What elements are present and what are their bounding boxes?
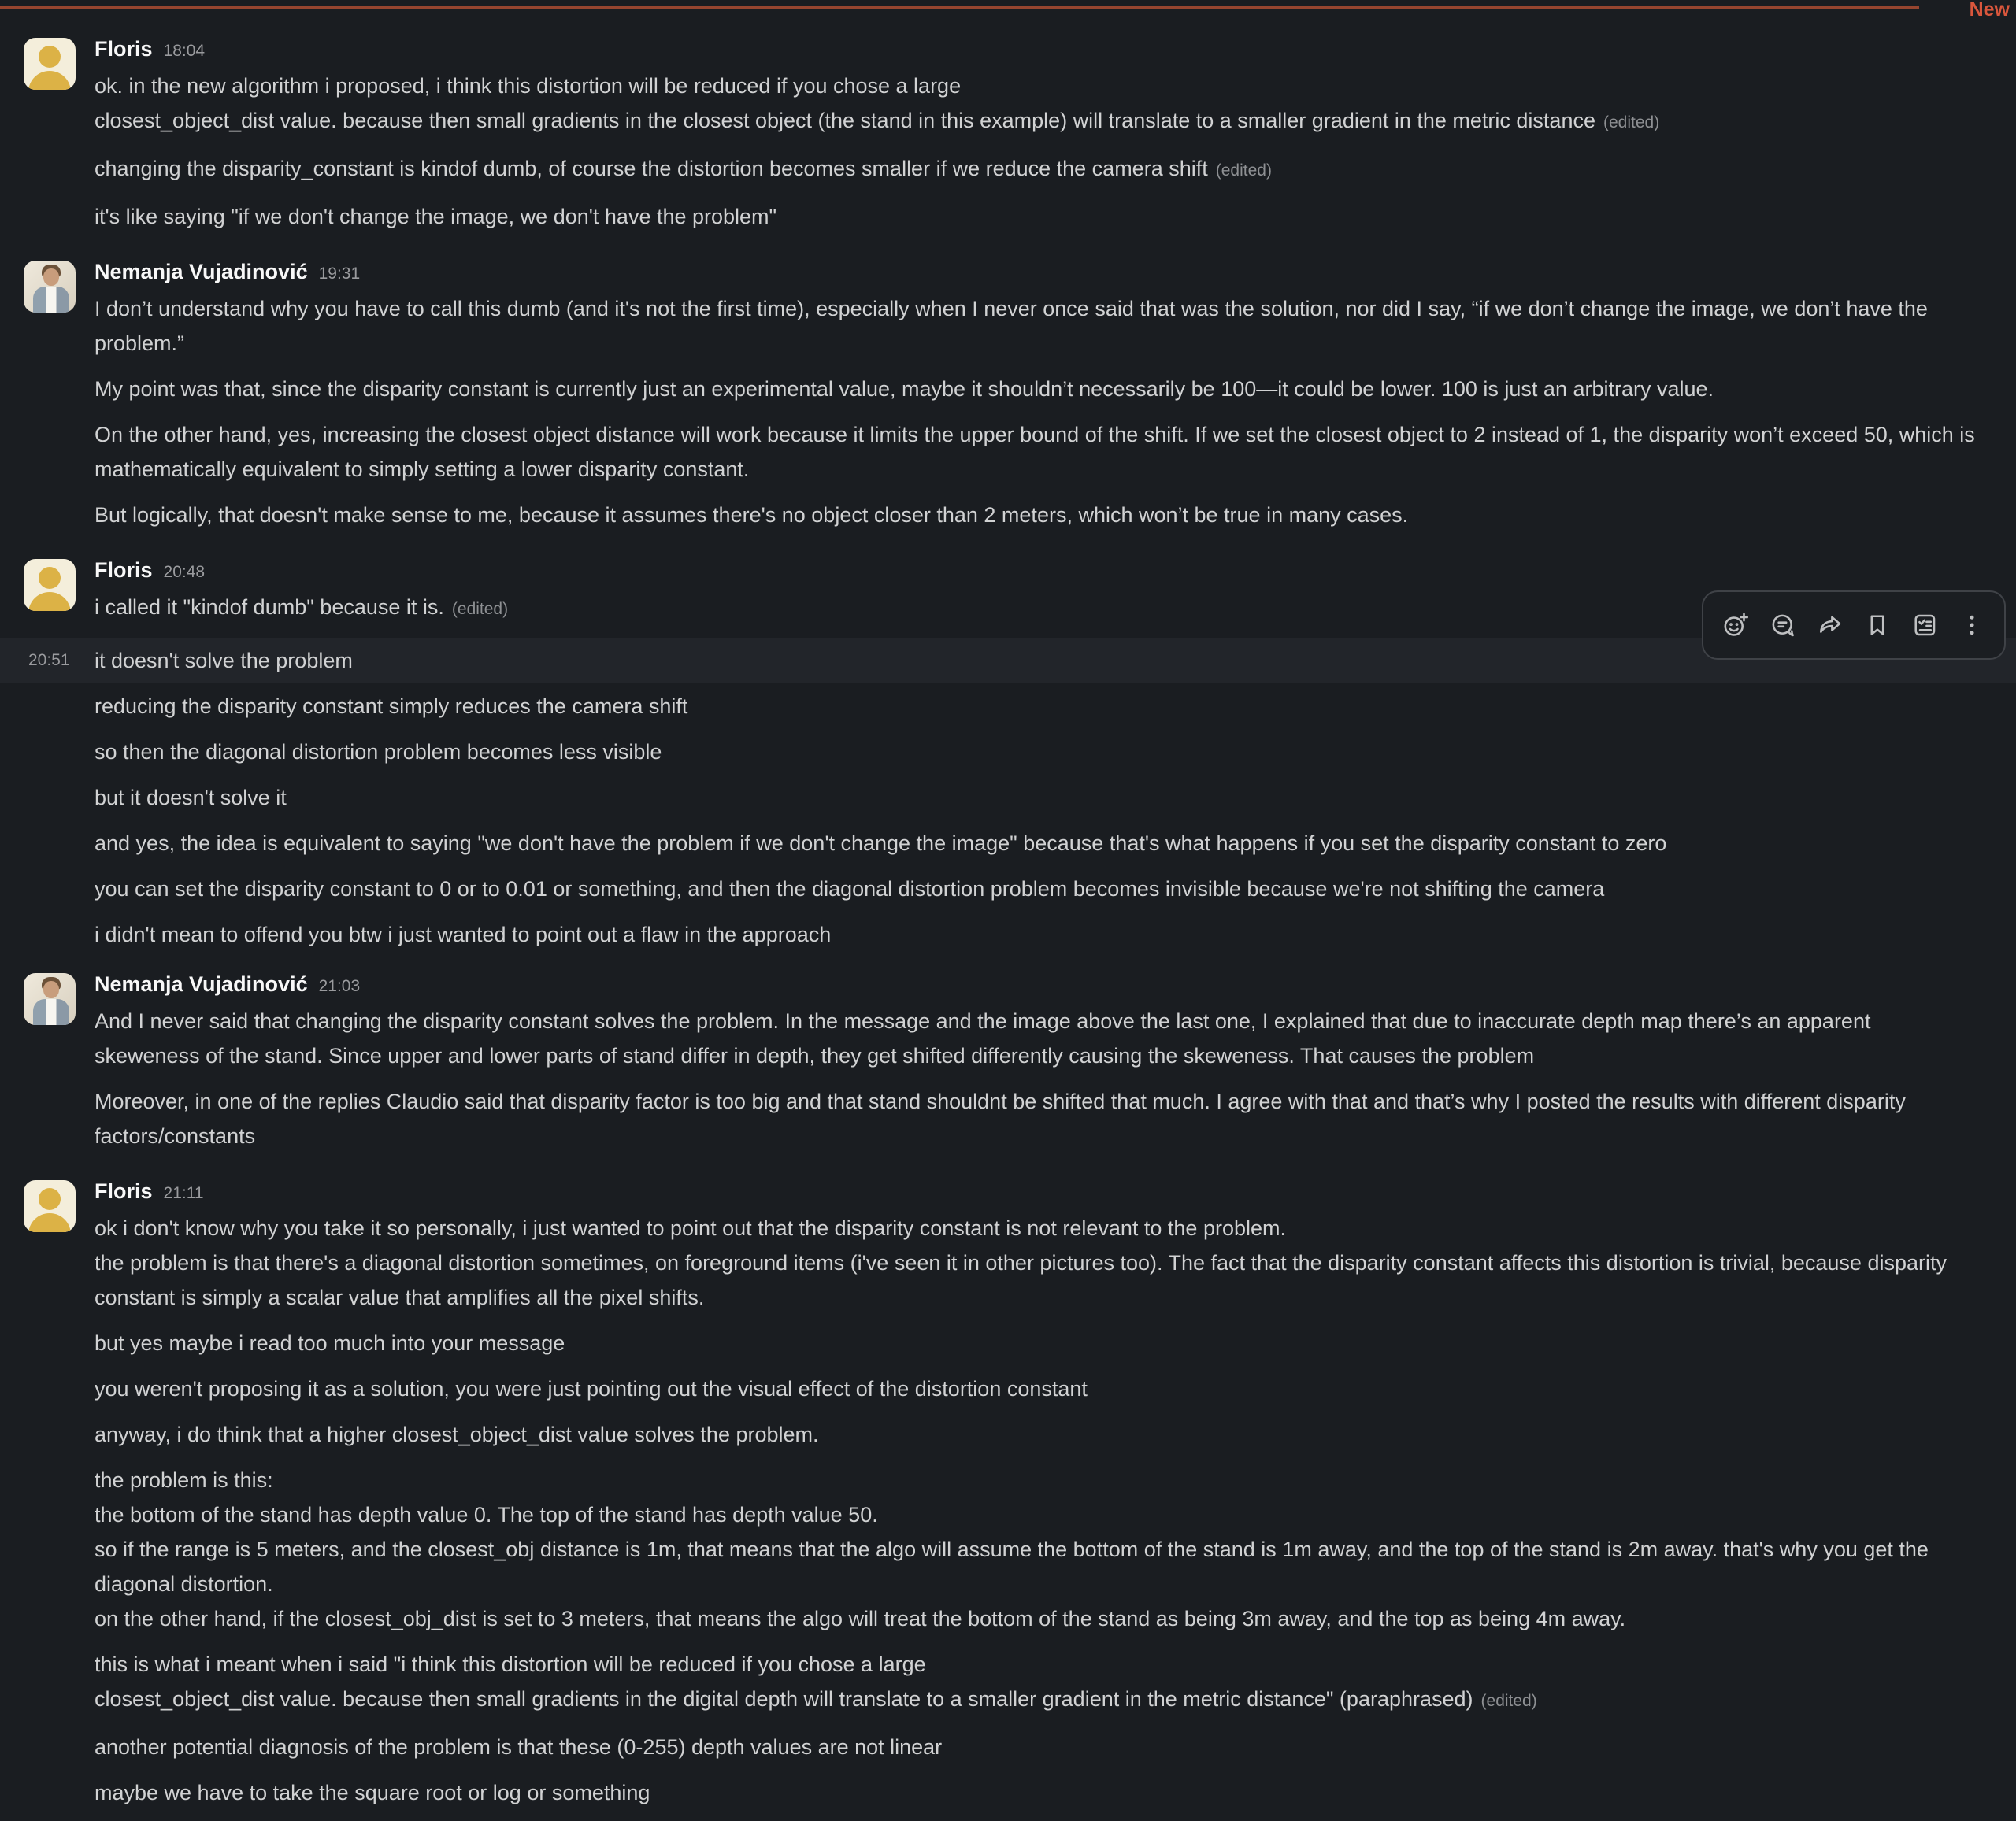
message-text: the problem is this: xyxy=(94,1468,273,1492)
message xyxy=(94,1417,1981,1452)
hover-timestamp[interactable] xyxy=(0,917,94,952)
message-text: And I never said that changing the disparity constant solves the problem. In the message and the image above the last one, I explained that due to inaccurate depth map there’s an apparent skeweness of the stand. Since upper and lower parts of stand differ in depth, they get shifted differently causing the skeweness. That causes the problem xyxy=(94,1009,1871,1068)
hover-timestamp[interactable] xyxy=(0,689,94,724)
message-text: this is what i meant when i said "i think this distortion will be reduced if you chose a large xyxy=(94,1653,926,1676)
avatar-body-shape xyxy=(33,287,69,313)
message-timestamp[interactable]: 21:03 xyxy=(318,977,361,995)
message-group-body xyxy=(94,257,2016,543)
hover-timestamp[interactable] xyxy=(0,735,94,769)
avatar-face-shape xyxy=(39,567,61,589)
message xyxy=(94,1004,1981,1073)
message-blocks xyxy=(94,735,2016,769)
message-text: Moreover, in one of the replies Claudio said that disparity factor is too big and that stand shouldnt be shifted that much. I agree with that and that’s why I posted the results with different disparity factors/constants xyxy=(94,1090,1906,1148)
message-blocks xyxy=(94,68,1981,234)
message-text: changing the disparity_constant is kindof dumb, of course the distortion becomes smaller if we reduce the camera shift (edited) xyxy=(94,157,1272,180)
message-text: closest_object_dist value. because then small gradients in the digital depth will translate to a smaller gradient in the metric distance" (paraphrased) (edited) xyxy=(94,1687,1537,1711)
message-text: My point was that, since the disparity constant is currently just an experimental value, maybe it shouldn’t necessarily be 100—it could be lower. 100 is just an arbitrary value. xyxy=(94,377,1714,401)
kebab-menu-icon xyxy=(1958,611,1986,639)
share-message-button[interactable] xyxy=(1809,601,1851,650)
message-text: reducing the disparity constant simply reduces the camera shift xyxy=(94,694,688,718)
message xyxy=(94,1775,1981,1810)
message-timestamp[interactable]: 19:31 xyxy=(318,265,361,283)
message xyxy=(94,1730,1981,1764)
avatar[interactable] xyxy=(24,261,76,313)
hover-timestamp[interactable] xyxy=(0,780,94,815)
message xyxy=(94,291,1981,361)
message-blocks xyxy=(94,1211,1981,1810)
message-blocks xyxy=(94,826,2016,861)
message-text: and yes, the idea is equivalent to saying "we don't have the problem if we don't change the image" because that's what happens if you set the disparity constant to zero xyxy=(94,831,1667,855)
message-group-body xyxy=(94,970,2016,1164)
avatar[interactable] xyxy=(24,1180,76,1232)
avatar-face-shape xyxy=(39,1188,61,1210)
message-blocks xyxy=(94,780,2016,815)
message xyxy=(94,68,1981,140)
message xyxy=(94,1463,1981,1636)
message-header xyxy=(94,1177,1981,1209)
message-blocks xyxy=(94,689,2016,724)
message-header xyxy=(94,35,1981,67)
new-messages-divider xyxy=(0,0,2016,22)
message-text: maybe we have to take the square root or log or something xyxy=(94,1781,650,1804)
more-actions-button[interactable] xyxy=(1951,601,1993,650)
message-gutter xyxy=(0,35,94,245)
save-later-checklist-icon xyxy=(1910,611,1939,639)
message-group xyxy=(0,1177,2016,1821)
message-timestamp[interactable]: 20:48 xyxy=(163,563,206,581)
message-text: you weren't proposing it as a solution, you were just pointing out the visual effect of the distortion constant xyxy=(94,1377,1088,1401)
message-row xyxy=(0,729,2016,775)
message-gutter xyxy=(0,556,94,638)
edited-label: (edited) xyxy=(1215,161,1272,180)
message-group xyxy=(0,35,2016,245)
avatar-body-shape xyxy=(33,999,69,1025)
message-row xyxy=(0,866,2016,912)
message xyxy=(94,498,1981,532)
message-text: i didn't mean to offend you btw i just wanted to point out a flaw in the approach xyxy=(94,923,832,946)
avatar[interactable] xyxy=(24,973,76,1025)
message-row xyxy=(0,638,2016,683)
new-divider-line xyxy=(0,6,1919,9)
message-actions-toolbar xyxy=(1702,590,2006,660)
message xyxy=(94,872,1981,906)
message-blocks xyxy=(94,291,1981,532)
bookmark-icon xyxy=(1863,611,1892,639)
message xyxy=(94,372,1981,406)
message-row xyxy=(0,775,2016,820)
message-text: the bottom of the stand has depth value 0. The top of the stand has depth value 50. xyxy=(94,1503,878,1527)
message-text: On the other hand, yes, increasing the closest object distance will work because it limits the upper bound of the shift. If we set the closest object to 2 instead of 1, the disparity won’t exceed 50, which is mathematically equivalent to simply setting a lower disparity constant. xyxy=(94,423,1975,481)
message xyxy=(94,199,1981,234)
message-gutter xyxy=(0,970,94,1164)
thread-bubble-icon xyxy=(1769,611,1797,639)
message xyxy=(94,643,1981,678)
edited-label: (edited) xyxy=(451,600,509,618)
message xyxy=(94,689,1981,724)
message-text: anyway, i do think that a higher closest_object_dist value solves the problem. xyxy=(94,1423,819,1446)
message-text: ok i don't know why you take it so personally, i just wanted to point out that the disparity constant is not relevant to the problem. xyxy=(94,1216,1286,1240)
message-blocks xyxy=(94,590,1981,627)
message xyxy=(94,1647,1981,1719)
save-for-later-button[interactable] xyxy=(1903,601,1946,650)
message-text: on the other hand, if the closest_obj_dist is set to 3 meters, that means the algo will treat the bottom of the stand as being 3m away, and the top as being 4m away. xyxy=(94,1607,1626,1630)
avatar-face-shape xyxy=(43,268,59,286)
message xyxy=(94,1084,1981,1153)
avatar-body-shape xyxy=(28,592,71,611)
bookmark-button[interactable] xyxy=(1856,601,1899,650)
avatar[interactable] xyxy=(24,38,76,90)
hover-timestamp[interactable] xyxy=(0,872,94,906)
forward-arrow-icon xyxy=(1816,611,1844,639)
message-group-body xyxy=(94,1177,2016,1821)
avatar-body-shape xyxy=(28,1213,71,1232)
message-text: you can set the disparity constant to 0 or to 0.01 or something, and then the diagonal distortion problem becomes invisible because we're not shifting the camera xyxy=(94,877,1605,901)
edited-label: (edited) xyxy=(1603,113,1660,131)
reply-in-thread-button[interactable] xyxy=(1762,601,1804,650)
message-text: the problem is that there's a diagonal distortion sometimes, on foreground items (i've seen it in other pictures too). The fact that the disparity constant affects this distortion is trivial, because disparity constant is simply a scalar value that amplifies all the pixel shifts. xyxy=(94,1251,1947,1309)
message-group-body xyxy=(94,35,2016,245)
message-blocks xyxy=(94,1004,1981,1153)
add-reaction-button[interactable] xyxy=(1714,601,1757,650)
edited-label: (edited) xyxy=(1480,1692,1537,1710)
message-text: But logically, that doesn't make sense to me, because it assumes there's no object closer than 2 meters, which won’t be true in many cases. xyxy=(94,503,1409,527)
message-author[interactable]: Floris xyxy=(94,37,153,61)
message xyxy=(94,735,1981,769)
message xyxy=(94,590,1981,627)
message-timestamp[interactable]: 21:11 xyxy=(163,1184,204,1202)
new-divider-label: New xyxy=(1969,0,2010,20)
message-text: i called it "kindof dumb" because it is. (edited) xyxy=(94,595,509,619)
avatar-face-shape xyxy=(43,981,59,998)
message-row xyxy=(0,683,2016,729)
avatar-body-shape xyxy=(28,71,71,90)
message-author[interactable]: Nemanja Vujadinović xyxy=(94,972,308,996)
hover-timestamp[interactable]: 20:51 xyxy=(28,651,70,669)
message xyxy=(94,1371,1981,1406)
message-blocks xyxy=(94,917,2016,952)
message xyxy=(94,1211,1981,1315)
message-header xyxy=(94,257,1981,290)
message xyxy=(94,1326,1981,1360)
message xyxy=(94,151,1981,188)
message-blocks xyxy=(94,872,2016,906)
message-text: ok. in the new algorithm i proposed, i think this distortion will be reduced if you chose a large xyxy=(94,74,962,98)
message-text: I don’t understand why you have to call this dumb (and it's not the first time), especially when I never once said that was the solution, nor did I say, “if we don’t change the image, we don’t have the problem.” xyxy=(94,297,1928,355)
message xyxy=(94,417,1981,487)
avatar-face-shape xyxy=(39,46,61,68)
message-author[interactable]: Floris xyxy=(94,1179,153,1203)
message-gutter xyxy=(0,257,94,543)
message-timestamp[interactable]: 18:04 xyxy=(163,42,206,60)
message-row xyxy=(0,820,2016,866)
message-text: another potential diagnosis of the problem is that these (0-255) depth values are not linear xyxy=(94,1735,943,1759)
message-header xyxy=(94,556,1981,588)
message-group xyxy=(0,257,2016,543)
message-group xyxy=(0,970,2016,1164)
hover-timestamp[interactable] xyxy=(0,826,94,861)
message-gutter xyxy=(0,1177,94,1821)
message-feed xyxy=(0,35,2016,1821)
emoji-plus-icon xyxy=(1721,611,1750,639)
message-text: but it doesn't solve it xyxy=(94,786,287,809)
message xyxy=(94,917,1981,952)
message-text: so then the diagonal distortion problem becomes less visible xyxy=(94,740,662,764)
message-text: it's like saying "if we don't change the image, we don't have the problem" xyxy=(94,205,777,228)
avatar[interactable] xyxy=(24,559,76,611)
message-row xyxy=(0,912,2016,957)
message-text: it doesn't solve the problem xyxy=(94,649,353,672)
message xyxy=(94,780,1981,815)
message xyxy=(94,826,1981,861)
message-text: but yes maybe i read too much into your message xyxy=(94,1331,565,1355)
message-author[interactable]: Nemanja Vujadinović xyxy=(94,260,308,283)
message-text: so if the range is 5 meters, and the closest_obj distance is 1m, that means that the algo will assume the bottom of the stand is 1m away, and the top of the stand is 2m away. that's why you get the diagonal distortion. xyxy=(94,1538,1929,1596)
message-author[interactable]: Floris xyxy=(94,558,153,582)
message-header xyxy=(94,970,1981,1002)
message-text: closest_object_dist value. because then small gradients in the closest object (the stand in this example) will translate to a smaller gradient in the metric distance (edited) xyxy=(94,109,1660,132)
